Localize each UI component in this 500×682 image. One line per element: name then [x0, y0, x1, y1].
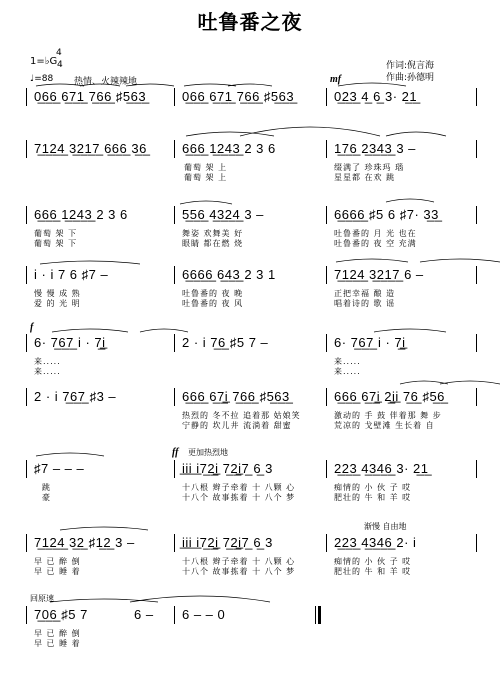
lyric-line: 豪: [42, 493, 51, 502]
lyric-line: 十八个 故事拣着 十 八个 梦: [182, 493, 296, 502]
lyric-line: 眼睛 都在燃 烧: [182, 239, 244, 248]
lyric-line: 痴情的 小 伙 子 哎: [334, 483, 412, 492]
barline: [26, 140, 27, 158]
barline: [318, 606, 321, 624]
lyric-line: 十八根 辫子牵着 十 八颗 心: [182, 557, 296, 566]
barline: [26, 460, 27, 478]
slur: [420, 259, 500, 262]
slur: [140, 329, 188, 332]
slur: [40, 261, 140, 264]
barline: [326, 140, 327, 158]
barline: [326, 334, 327, 352]
measure-notes: 6· 7̲6̲7̲ i · 7̲i̲: [334, 335, 406, 350]
barline: [476, 460, 477, 478]
slur: [36, 453, 104, 456]
lyric-line: 吐鲁番的 夜 晚: [182, 289, 244, 298]
barline: [326, 534, 327, 552]
lyric-line: 早 已 醉 倒: [34, 557, 81, 566]
slur: [440, 381, 500, 384]
measure-notes: 6̲6̲6̲ 1̲2̲4̲3̲ 2 3 6: [182, 141, 276, 156]
lyric-line: 唱着诗的 歌 谣: [334, 299, 396, 308]
lyric-line: 十八个 故事拣着 十 八个 梦: [182, 567, 296, 576]
barline: [476, 534, 477, 552]
barline: [174, 334, 175, 352]
barline: [326, 388, 327, 406]
measure-notes: 6̲6̲6̲6̲ ♯5 6 ♯7· 3̲3̲: [334, 207, 439, 222]
measure-notes: 2 · i 7̲6̲ ♯5 7 –: [182, 335, 269, 350]
measure-notes: 6̲6̲6̲ 6̲7̲i̲ 7̲6̲6̲ ♯5̲6̲3̲: [182, 389, 290, 404]
lyric-line: 早 已 醉 倒: [34, 629, 81, 638]
lyric-line: 葡萄 架 上: [184, 173, 228, 182]
barline: [174, 140, 175, 158]
barline: [326, 266, 327, 284]
measure-notes: i̲i̲i̲ i̲7̲2̲i̲ 7̲2̲i̲7̲ 6̲ 3: [182, 535, 273, 550]
lyric-line: 肥壮的 牛 和 羊 哎: [334, 567, 412, 576]
slur: [386, 199, 434, 202]
measure-notes: 2̲2̲3̲ 4̲3̲4̲6̲ 3· 2̲1̲: [334, 461, 429, 476]
lyric-line: 早 已 睡 着: [34, 567, 81, 576]
barline: [174, 266, 175, 284]
lyric-line: 热烈的 冬不拉 追着那 姑娘笑: [182, 411, 301, 420]
measure-notes: i̲i̲i̲ i̲7̲2̲i̲ 7̲2̲i̲7̲ 6̲ 3: [182, 461, 273, 476]
barline: [174, 534, 175, 552]
barline: [26, 606, 27, 624]
slur: [228, 84, 272, 86]
measure-notes: 1̲7̲6̲ 2̲3̲4̲3̲ 3 –: [334, 141, 416, 156]
slur: [374, 329, 446, 332]
lyric-line: 星星都 在欢 跳: [334, 173, 396, 182]
lyric-line: 宁静的 坎儿井 流淌着 甜蜜: [182, 421, 292, 430]
measure-notes: 6̲6̲6̲ 1̲2̲4̲3̲ 2 3 6: [34, 207, 128, 222]
barline: [174, 388, 175, 406]
measure-notes: 0̲6̲6̲ 6̲7̲1̲ 7̲6̲6̲ ♯5̲6̲3̲: [34, 89, 147, 104]
slur: [186, 132, 274, 136]
measure-notes: 7̲1̲2̲4̲ 3̲2̲1̲7̲ 6̲6̲6̲ 3̲6̲: [34, 141, 147, 156]
lyric-line: 葡萄 架 下: [34, 229, 78, 238]
measure-notes: 6· 7̲6̲7̲ i · 7̲i̲: [34, 335, 106, 350]
slur: [240, 127, 380, 136]
measure-notes: 5̲5̲6̲ 4̲3̲2̲4̲ 3 –: [182, 207, 264, 222]
slur: [400, 381, 448, 384]
expression-marking: 热情、火辣辣地: [74, 77, 138, 87]
measure-notes: 6̲6̲6̲6̲ 6̲4̲3̲ 2 3 1: [182, 267, 276, 282]
slur: [52, 329, 128, 332]
dynamic-marking: mf: [330, 74, 342, 85]
dynamic-marking: f: [30, 322, 34, 333]
lyric-line: 痴情的 小 伙 子 哎: [334, 557, 412, 566]
measure-notes: 7̲1̲2̲4̲ 3̲2̲ ♯1̲2̲ 3 –: [34, 535, 135, 550]
barline: [26, 88, 27, 106]
key-signature: 1=♭G: [30, 56, 58, 67]
barline: [26, 388, 27, 406]
lyric-line: 肥壮的 牛 和 羊 哎: [334, 493, 412, 502]
lyric-line: 吐鲁番的 夜 风: [182, 299, 244, 308]
slur: [130, 596, 270, 602]
measure-notes: 2 · i 7̲6̲7̲ ♯3 –: [34, 389, 117, 404]
slur: [50, 599, 158, 602]
lyric-line: 缀满了 珍珠玛 瑙: [334, 163, 405, 172]
lyric-line: 早 已 睡 着: [34, 639, 81, 648]
barline: [476, 206, 477, 224]
performance-direction: 回原速: [30, 594, 54, 603]
barline: [326, 460, 327, 478]
barline: [476, 388, 477, 406]
composer-credit: 作曲:孙德明: [385, 73, 434, 83]
lyric-line: 慢 慢 成 熟: [34, 289, 81, 298]
lyric-line: 来.....: [34, 357, 61, 366]
lyric-line: 十八根 辫子牵着 十 八颗 心: [182, 483, 296, 492]
measure-notes: 0̲2̲3̲ 4̲ 6̲ 3· 2̲1̲: [334, 89, 418, 104]
barline: [476, 140, 477, 158]
measure-notes: i · i 7 6 ♯7 –: [34, 267, 109, 282]
lyric-line: 爱 的 光 明: [34, 299, 81, 308]
barline: [476, 88, 477, 106]
time-signature-bottom: 4: [57, 60, 63, 70]
barline: [174, 88, 175, 106]
lyric-line: 激动的 手 鼓 伴着那 舞 步: [334, 411, 442, 420]
barline: [476, 266, 477, 284]
dynamic-marking: ff: [172, 447, 179, 458]
barline: [26, 266, 27, 284]
measure-notes: 7̲0̲6̲ ♯5 7: [34, 607, 88, 622]
lyric-line: 葡萄 架 上: [184, 163, 228, 172]
measure-notes: 0̲6̲6̲ 6̲7̲1̲ 7̲6̲6̲ ♯5̲6̲3̲: [182, 89, 295, 104]
performance-direction: 渐慢 自由地: [364, 522, 407, 531]
lyric-line: 吐鲁番的 月 光 也在: [334, 229, 417, 238]
barline: [326, 88, 327, 106]
slur: [180, 201, 232, 204]
slur: [386, 132, 446, 136]
song-title: 吐鲁番之夜: [197, 10, 303, 34]
barline: [476, 334, 477, 352]
slur: [60, 527, 148, 530]
lyric-line: 来.....: [334, 357, 361, 366]
measure-notes: 6̲6̲6̲ 6̲7̲i̲ 2̲i̲i̲ 7̲6̲ ♯5̲6̲: [334, 389, 445, 404]
time-signature-top: 4: [56, 48, 62, 58]
barline: [315, 606, 316, 624]
barline: [26, 534, 27, 552]
tempo-marking: ♩=88: [30, 74, 54, 84]
lyric-line: 来.....: [334, 367, 361, 376]
barline: [174, 606, 175, 624]
slur: [336, 259, 408, 262]
measure-notes: 7̲1̲2̲4̲ 3̲2̲1̲7̲ 6 –: [334, 267, 424, 282]
slur: [184, 84, 236, 86]
lyricist-credit: 作词:倪言海: [385, 61, 434, 71]
lyric-line: 来.....: [34, 367, 61, 376]
lyric-line: 正把幸福 酿 造: [334, 289, 396, 298]
measure-notes: 6 –: [134, 607, 154, 622]
lyric-line: 舞姿 欢舞美 好: [182, 229, 244, 238]
lyric-line: 葡萄 架 下: [34, 239, 78, 248]
barline: [174, 460, 175, 478]
measure-notes: ♯7 – – –: [34, 461, 85, 476]
performance-direction: 更加热烈地: [188, 448, 228, 457]
barline: [26, 334, 27, 352]
lyric-line: 跳: [42, 483, 51, 492]
measure-notes: 6 – – 0: [182, 607, 226, 622]
lyric-line: 荒凉的 戈壁滩 生长着 自: [334, 421, 435, 430]
barline: [326, 206, 327, 224]
measure-notes: 2̲2̲3̲ 4̲3̲4̲6̲ 2· i: [334, 535, 417, 550]
barline: [26, 206, 27, 224]
slur: [338, 83, 406, 86]
lyric-line: 吐鲁番的 夜 空 充满: [334, 239, 417, 248]
barline: [174, 206, 175, 224]
